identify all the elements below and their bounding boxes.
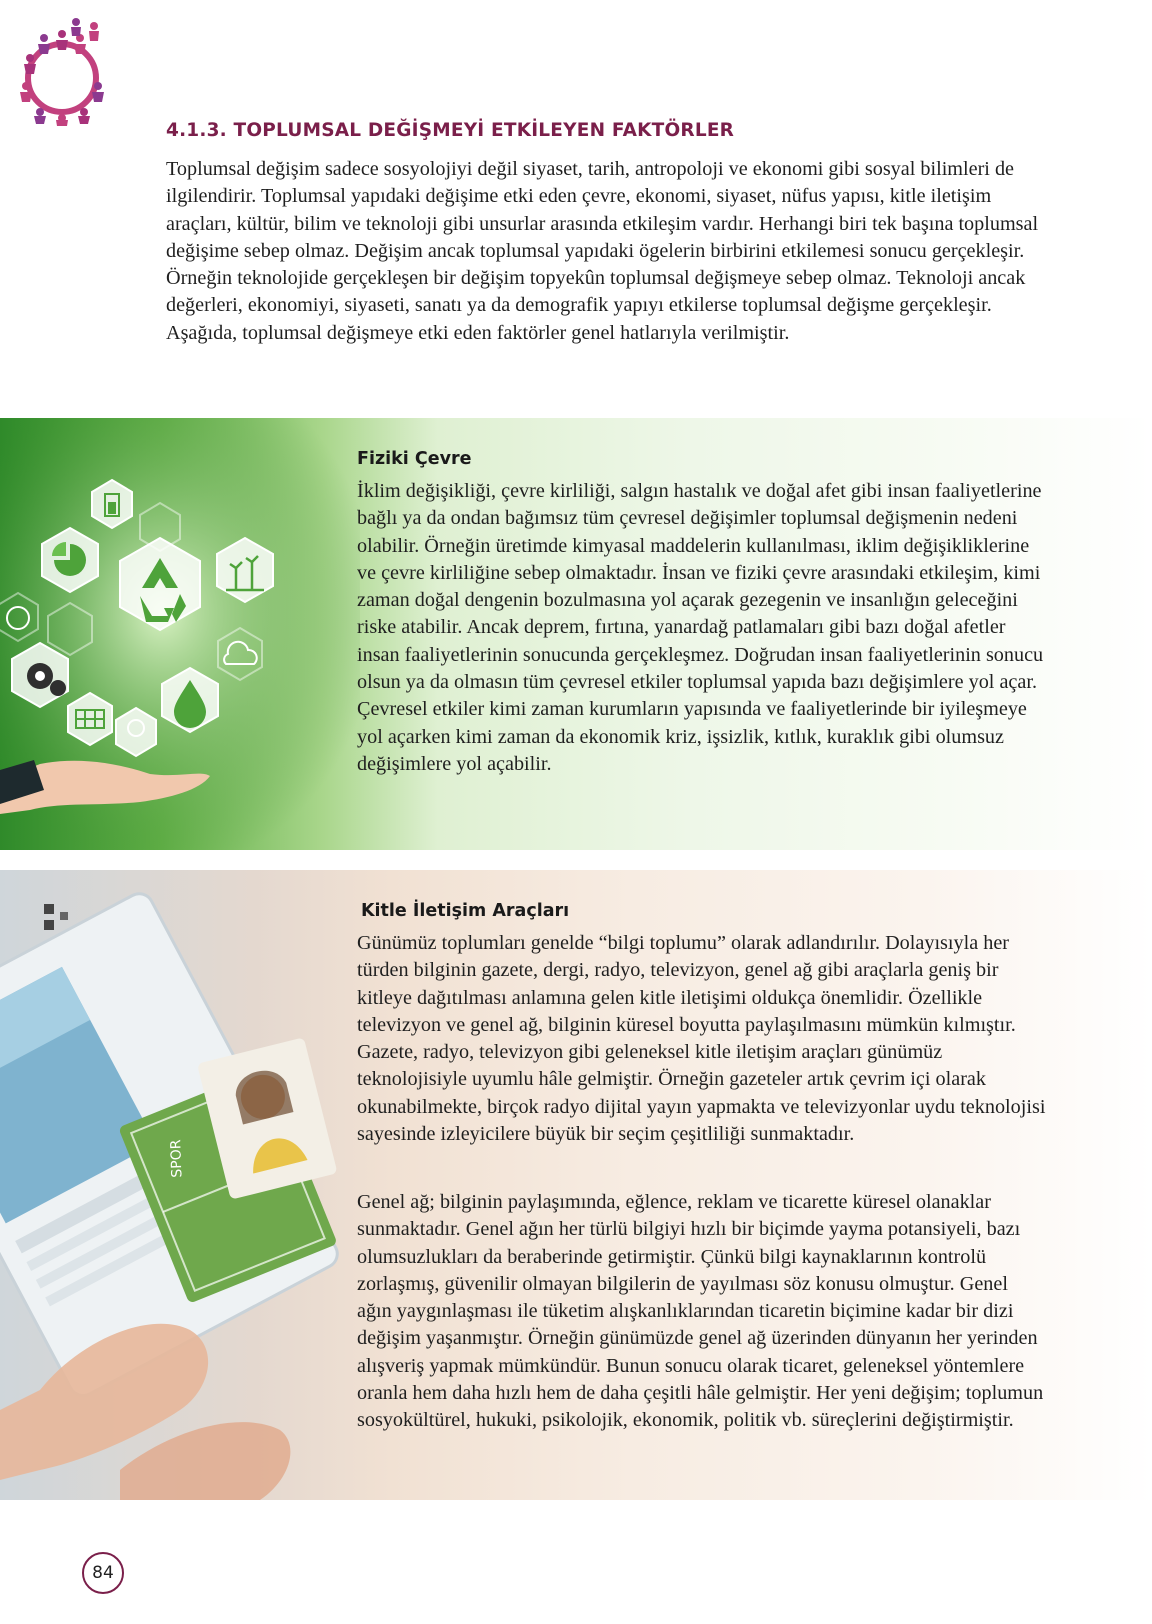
environment-band xyxy=(0,418,1152,850)
environment-illustration xyxy=(0,418,360,850)
sport-card-label: SPOR xyxy=(168,1139,186,1178)
media-band xyxy=(0,870,1152,1500)
kitle-iletisim-paragraph-2: Genel ağ; bilginin paylaşımında, eğlence, reklam ve ticarette küresel olanaklar sunmaktadır. Genel ağın her türlü bilgiyi hızlı bir biçimde yayma potansiyeli, bazı olumsuzlukları da beraberinde getirmiştir. Çünkü bilgi kaynaklarının kontrolü zorlaşmış, güvenilir olmayan bilgilerin de yayılması söz konusu olmuştur. Genel ağın yaygınlaşması ile tüketim alışkanlıklarından ticaretin biçimine kadar bir dizi değişim yaşanmıştır. Örneğin günümüzde genel ağ üzerinden dünyanın her yerinden alışveriş yapmak mümkündür. Bunun sonucu olarak ticaret, geleneksel yöntemlere oranla hem daha hızlı hem de daha çeşitli hâle gelmiştir. Her yeni değişim; toplumun sosyokültürel, hukuki, psikolojik, ekonomik, politik vb. süreçlerini değiştirmiştir. xyxy=(357,1191,1044,1432)
kitle-iletisim-title: Kitle İletişim Araçları xyxy=(361,901,570,921)
fiziki-cevre-title: Fiziki Çevre xyxy=(357,449,472,469)
kitle-iletisim-paragraph-1: Günümüz toplumları genelde “bilgi toplumu” olarak adlandırılır. Dolayısıyla her türden bilginin gazete, dergi, radyo, televizyon, genel ağ gibi araçlarla geniş bir kitleye dağıtılması anlamına gelen kitle iletişimi oldukça önemlidir. Özellikle televizyon ve genel ağ, bilginin küresel boyutta paylaşılmasını mümkün kılmıştır. Gazete, radyo, televizyon gibi geleneksel kitle iletişim araçları günümüz teknolojisiyle uyumlu hâle gelmiştir. Örneğin gazeteler artık çevrim içi olarak okunabilmekte, birçok radyo dijital yayın yapmakta ve televizyonlar uydu teknolojisi sayesinde izleyicilere büyük bir seçim çeşitliliği sunmaktadır. xyxy=(357,932,1046,1146)
page-number: 84 xyxy=(82,1552,124,1594)
people-circle-logo xyxy=(14,14,110,126)
intro-paragraph: Toplumsal değişim sadece sosyolojiyi değil siyaset, tarih, antropoloji ve ekonomi gibi sosyal bilimleri de ilgilendirir. Toplumsal yapıdaki değişime etki eden çevre, ekonomi, siyaset, nüfus yapısı, kitle iletişim araçları, kültür, bilim ve teknoloji gibi unsurlar arasında etkileşim vardır. Herhangi biri tek başına toplumsal değişime sebep olmaz. Değişim ancak toplumsal yapıdaki ögelerin birbirini etkilemesi sonucu gerçekleşir. Örneğin teknolojide gerçekleşen bir değişim topyekûn toplumsal değişmeye sebep olmaz. Teknoloji ancak değerleri, ekonomiyi, siyaseti, sanatı ya da demografik yapıyı etkilerse toplumsal değişme gerçekleşir. Aşağıda, toplumsal değişmeye etki eden faktörler genel hatlarıyla verilmiştir. xyxy=(166,158,1039,344)
fiziki-cevre-paragraph: İklim değişikliği, çevre kirliliği, salgın hastalık ve doğal afet gibi insan faaliyetlerine bağlı ya da ondan bağımsız tüm çevresel değişimler toplumsal değişmenin nedeni olabilir. Örneğin üretimde kimyasal maddelerin kullanılması, iklim değişikliklerine ve çevre kirliliğine sebep olmaktadır. İnsan ve fiziki çevre arasındaki etkileşim, kimi zaman doğal dengenin bozulmasına yol açarak gezegenin ve insanlığın geleceğini riske atabilir. Ancak deprem, fırtına, yanardağ patlamaları gibi bazı doğal afetler insan faaliyetlerinin sonucunda gerçekleşmez. Doğrudan insan faaliyetlerinin sonucu olsun ya da olmasın tüm çevresel etkiler toplumsal yapıda bazı değişimlere yol açar. Çevresel etkiler kimi zaman kurumların yapısında ve faaliyetlerinde bir iyileşmeye yol açarken kimi zaman da ekonomik kriz, işsizlik, kıtlık, kuraklık gibi olumsuz değişimlere yol açabilir. xyxy=(357,480,1044,775)
media-illustration xyxy=(0,870,360,1500)
section-heading: 4.1.3. TOPLUMSAL DEĞİŞMEYİ ETKİLEYEN FAKTÖRLER xyxy=(166,120,735,141)
